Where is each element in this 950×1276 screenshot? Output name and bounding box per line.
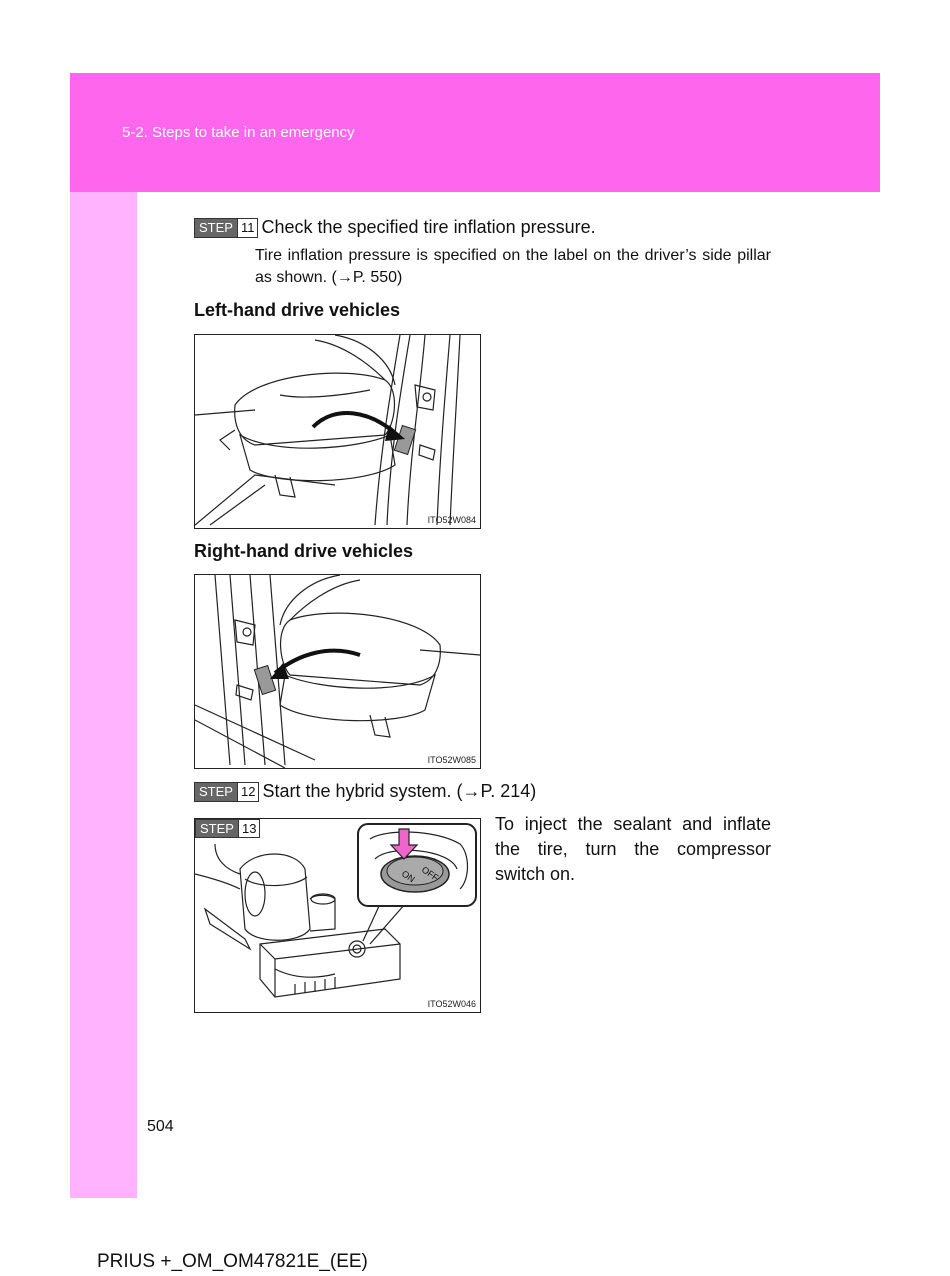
step-11-heading (194, 217, 596, 238)
section-title: 5-2. Steps to take in an emergency (122, 124, 355, 141)
figure-code: ITO52W084 (427, 515, 476, 525)
step-11-detail: Tire inflation pressure is specified on the label on the driver’s side pillar as shown. (→P. 550) (255, 247, 771, 286)
left-hand-drive-heading: Left-hand drive vehicles (194, 300, 401, 320)
left-hand-drive-figure (194, 334, 481, 529)
footer-document-id: PRIUS +_OM_OM47821E_(EE) (97, 1251, 368, 1272)
step-12-heading (194, 781, 536, 802)
seat-pillar-illustration-rhd (195, 575, 480, 768)
step-title: Check the specified tire inflation pressure. (261, 217, 596, 237)
side-margin-band (70, 192, 137, 1198)
step-badge: STEP 11 (194, 218, 258, 238)
right-hand-drive-heading: Right-hand drive vehicles (194, 541, 414, 561)
step-title: Start the hybrid system. (→P. 214) (262, 781, 537, 801)
step-badge: STEP 12 (194, 782, 259, 802)
compressor-figure (194, 818, 481, 1013)
right-hand-drive-figure (194, 574, 481, 769)
switch-on-label: ON (399, 868, 417, 885)
compressor-illustration (195, 819, 480, 1012)
page-number: 504 (147, 1118, 174, 1135)
step-13-badge: STEP 13 (195, 819, 260, 838)
chapter-header-band (70, 73, 880, 192)
switch-off-label: OFF (419, 864, 441, 883)
figure-code: ITO52W085 (427, 755, 476, 765)
step-13-text: To inject the sealant and inflate the tire, turn the compressor switch on. (495, 814, 771, 884)
figure-code: ITO52W046 (427, 999, 476, 1009)
seat-pillar-illustration (195, 335, 480, 528)
